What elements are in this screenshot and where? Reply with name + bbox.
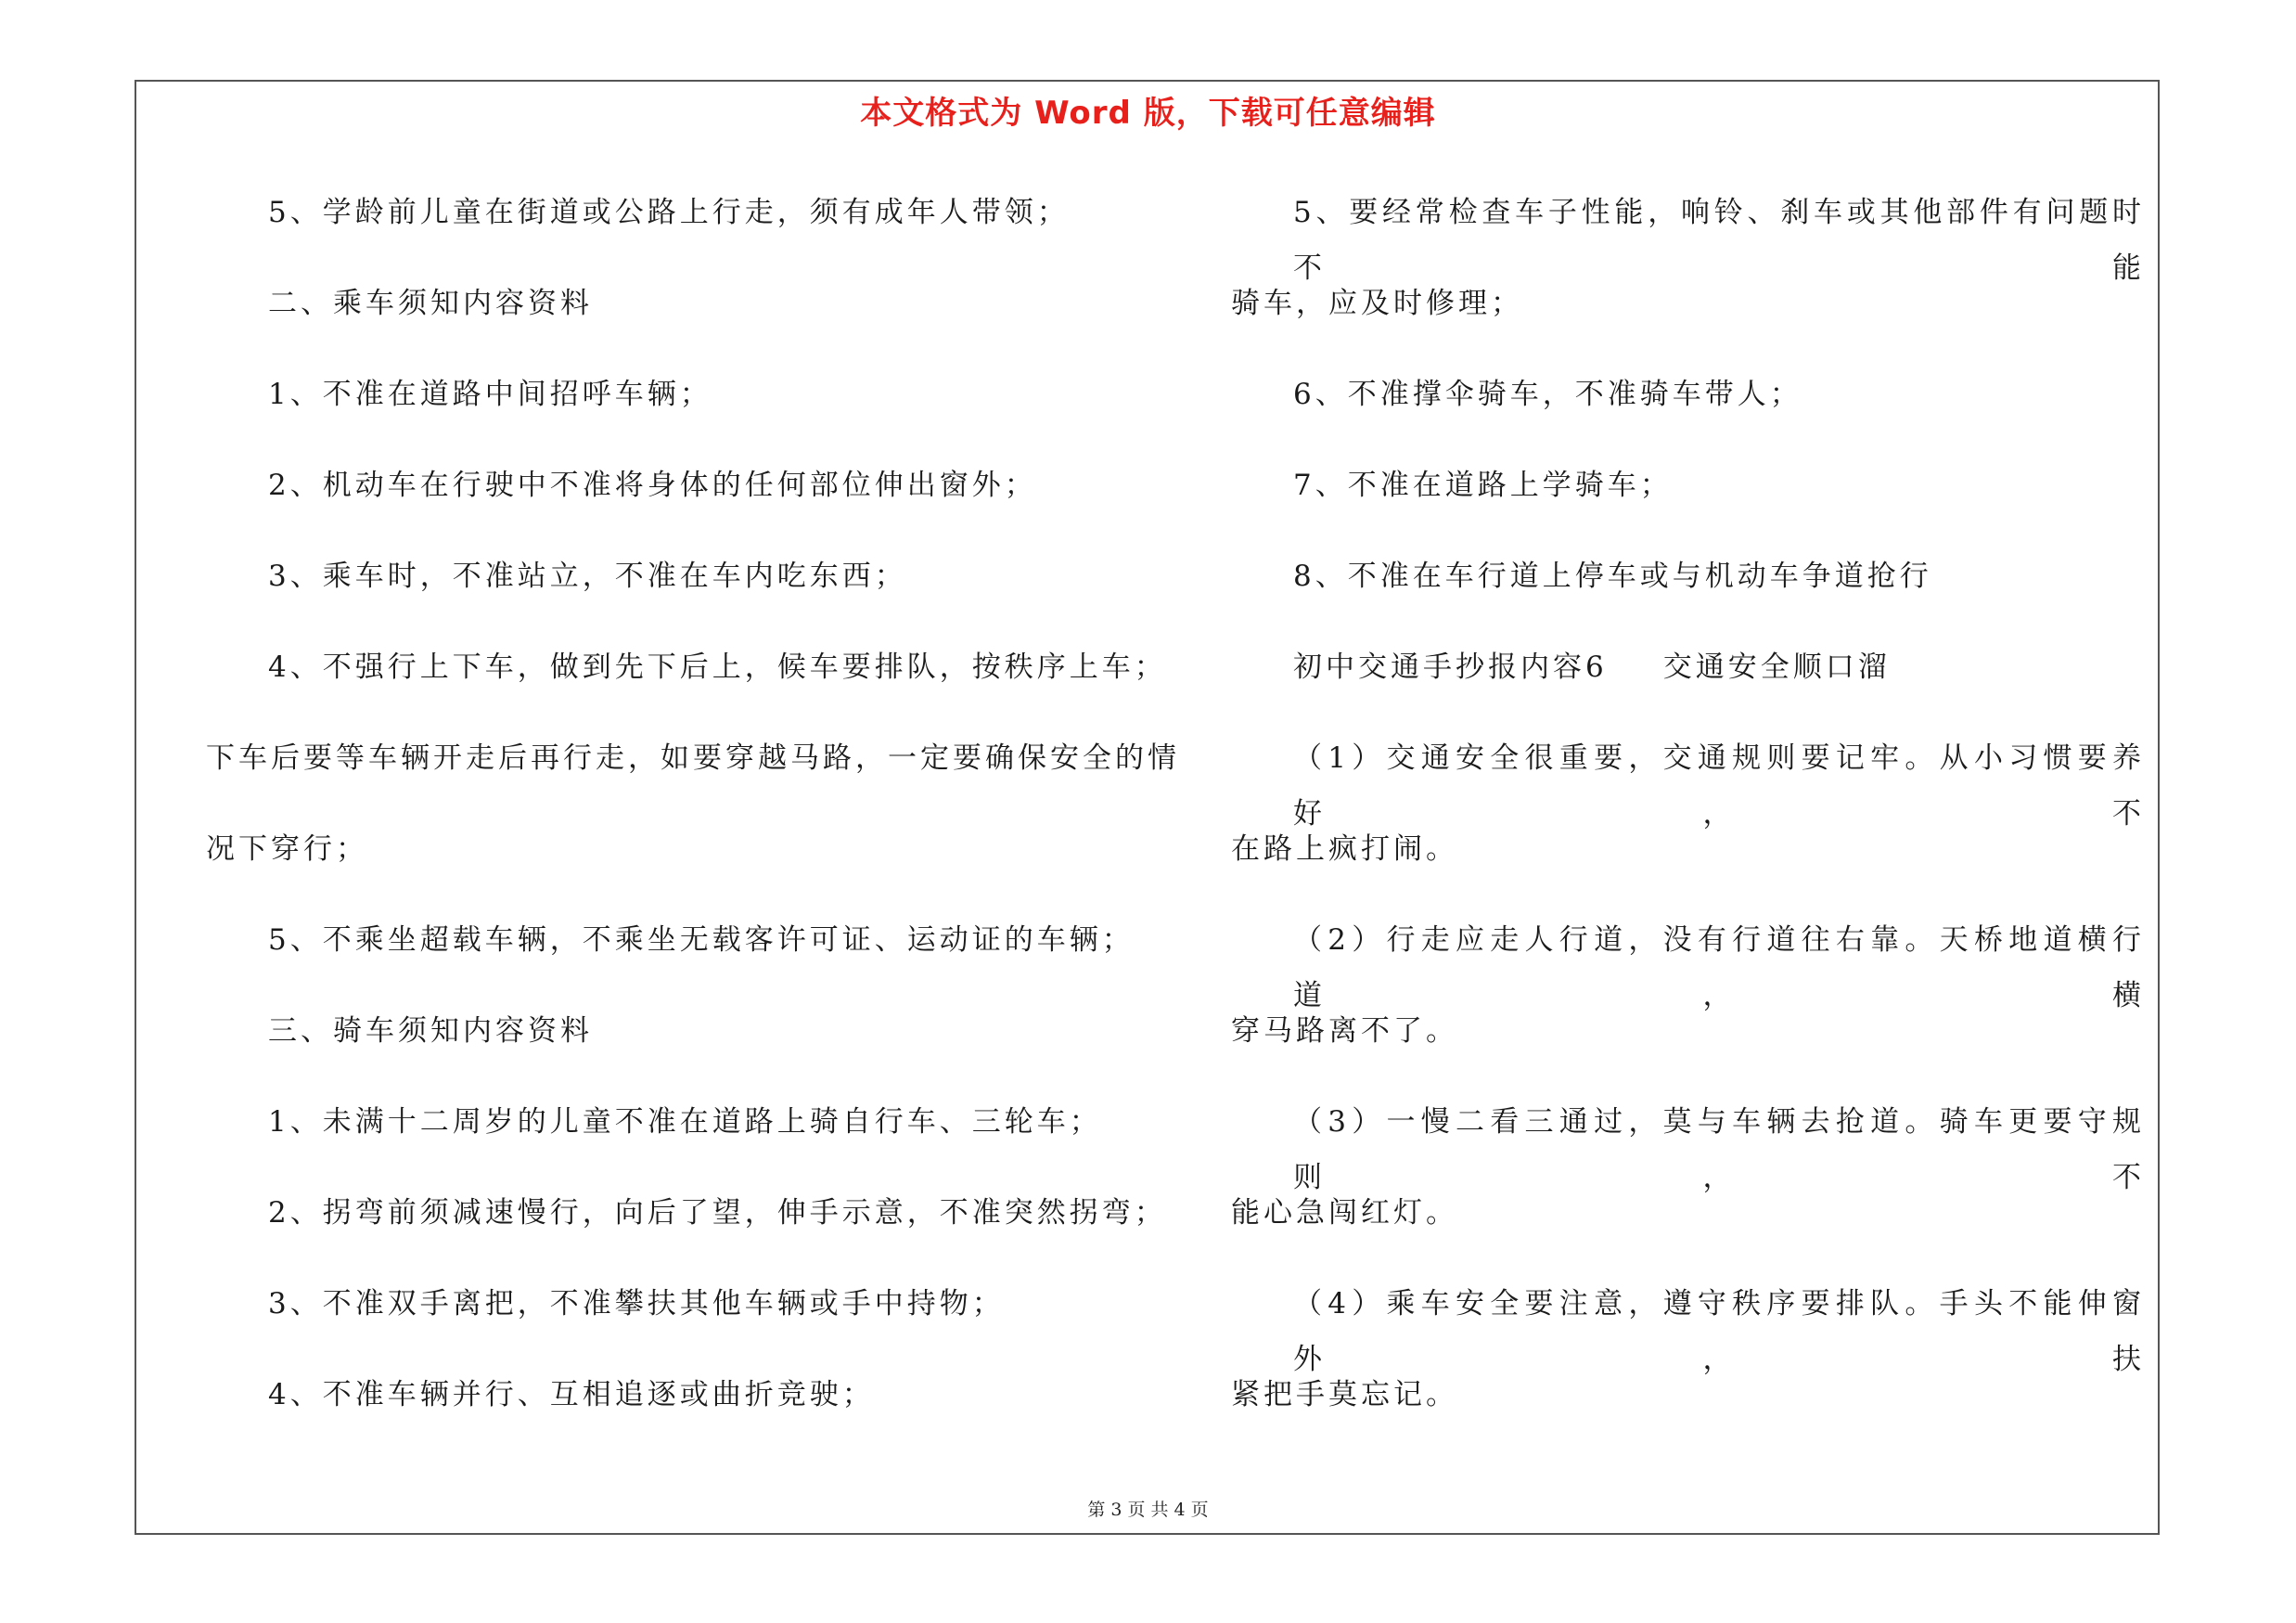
left-line-8: 况下穿行； bbox=[206, 832, 368, 866]
verse2-line2: 穿马路离不了。 bbox=[1231, 1014, 1458, 1048]
left-line-14: 4、不准车辆并行、互相追逐或曲折竞驶； bbox=[268, 1378, 875, 1411]
left-line-13: 3、不准双手离把，不准攀扶其他车辆或手中持物； bbox=[268, 1287, 1005, 1320]
verse3-line2: 能心急闯红灯。 bbox=[1231, 1196, 1458, 1230]
section-heading-cycling: 三、骑车须知内容资料 bbox=[268, 1014, 593, 1048]
right-item5-line2: 骑车，应及时修理； bbox=[1231, 287, 1523, 320]
right-item8: 8、不准在车行道上停车或与机动车争道抢行 bbox=[1293, 560, 1932, 593]
verse4-line2: 紧把手莫忘记。 bbox=[1231, 1378, 1458, 1411]
section-heading-traffic-rhyme bbox=[1231, 639, 2145, 730]
heading-part2: 交通安全顺口溜 bbox=[1662, 650, 1891, 684]
verse1-line2: 在路上疯打闹。 bbox=[1231, 832, 1458, 866]
left-line-12: 2、拐弯前须减速慢行，向后了望，伸手示意，不准突然拐弯； bbox=[268, 1196, 1167, 1230]
right-item5-line1: 5、要经常检查车子性能，响铃、刹车或其他部件有问题时不能 bbox=[1293, 196, 2145, 285]
left-line-5: 3、乘车时，不准站立，不准在车内吃东西； bbox=[268, 560, 907, 593]
right-column bbox=[1231, 185, 2145, 1458]
left-line-6: 4、不强行上下车，做到先下后上，候车要排队，按秩序上车； bbox=[268, 650, 1167, 684]
verse4-line1: （4）乘车安全要注意，遵守秩序要排队。手头不能伸窗外，扶 bbox=[1293, 1287, 2145, 1376]
section-heading-riding: 二、乘车须知内容资料 bbox=[268, 287, 593, 320]
page-number: 第 3 页 共 4 页 bbox=[1087, 1500, 1209, 1520]
editable-format-banner: 本文格式为 Word 版，下载可任意编辑 bbox=[860, 95, 1436, 132]
verse3-line1: （3）一慢二看三通过，莫与车辆去抢道。骑车更要守规则，不 bbox=[1293, 1105, 2145, 1194]
right-item6: 6、不准撑伞骑车，不准骑车带人； bbox=[1293, 378, 1802, 411]
left-line-11: 1、未满十二周岁的儿童不准在道路上骑自行车、三轮车； bbox=[268, 1105, 1102, 1139]
right-item7: 7、不准在道路上学骑车； bbox=[1293, 469, 1673, 502]
verse1-line1: （1）交通安全很重要，交通规则要记牢。从小习惯要养好，不 bbox=[1293, 741, 2145, 831]
left-line-9: 5、不乘坐超载车辆，不乘坐无载客许可证、运动证的车辆； bbox=[268, 923, 1135, 957]
verse2-line1: （2）行走应走人行道，没有行道往右靠。天桥地道横行道，横 bbox=[1293, 923, 2145, 1012]
left-line-7: 下车后要等车辆开走后再行走，如要穿越马路，一定要确保安全的情 bbox=[206, 741, 1180, 775]
left-line-4: 2、机动车在行驶中不准将身体的任何部位伸出窗外； bbox=[268, 469, 1037, 502]
left-line-1: 5、学龄前儿童在街道或公路上行走，须有成年人带领； bbox=[268, 196, 1070, 229]
left-line-3: 1、不准在道路中间招呼车辆； bbox=[268, 378, 712, 411]
heading-part1: 初中交通手抄报内容6 bbox=[1293, 650, 1608, 684]
left-column bbox=[206, 185, 1180, 1458]
